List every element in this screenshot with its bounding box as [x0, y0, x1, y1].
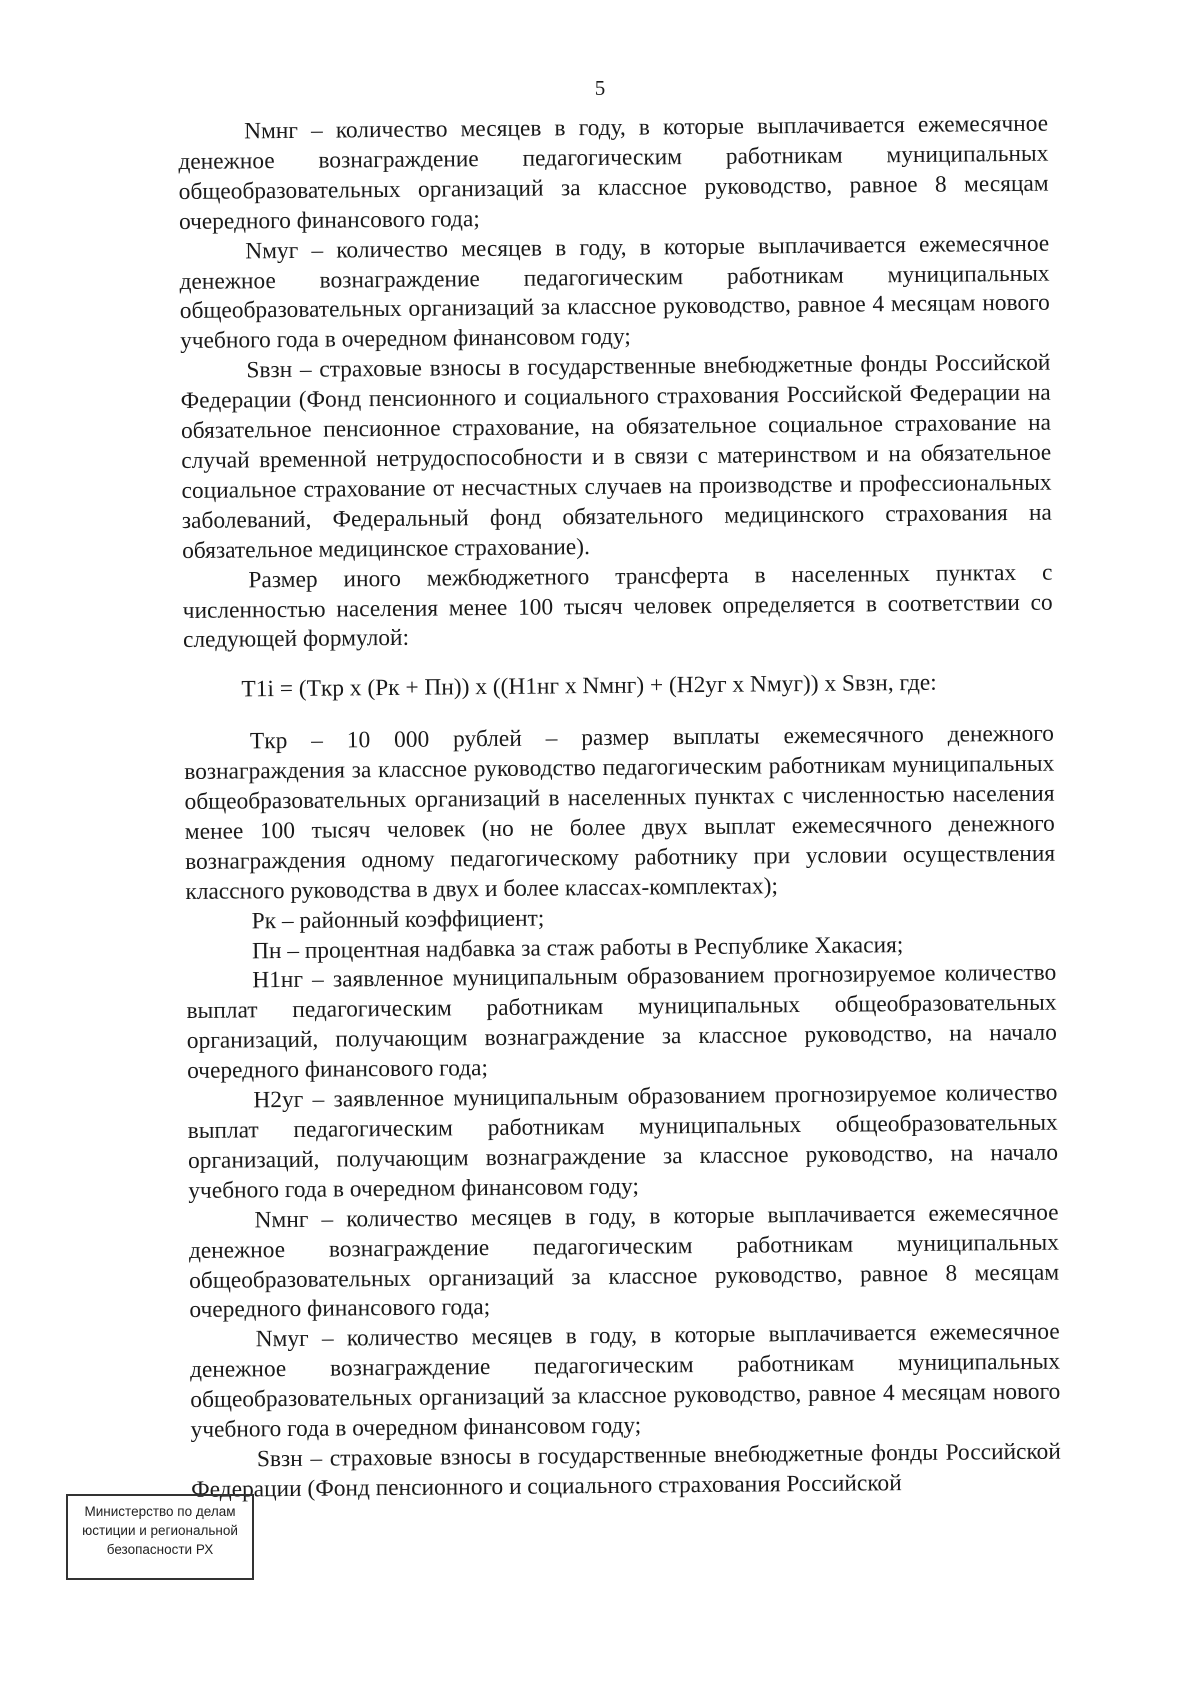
- ministry-stamp: [66, 1494, 254, 1580]
- paragraph-nmng: Nмнг – количество месяцев в году, в которые выплачивается ежемесячное денежное вознаграждение педагогическим работникам муниципальных общеобразовательных организаций за классное руководство, равное 8 месяцам очередного финансового года;: [178, 110, 1049, 235]
- paragraph-transfer-size: Размер иного межбюджетного трансферта в населенных пунктах с численностью населения менее 100 тысяч человек определяется в соответствии со следующей формулой:: [182, 559, 1053, 654]
- stamp-line-1: Министерство по делам: [84, 1504, 236, 1519]
- formula: T1i = (Tкр x (Pк + Пн)) x ((H1нг x Nмнг) + (H2уг x Nмуг)) x Sвзн, где:: [241, 670, 937, 703]
- definition-h1ng: H1нг – заявленное муниципальным образованием прогнозируемое количество выплат педагогическим работникам муниципальных общеобразовательных организаций, получающим вознаграждение за классное руководство, на начало очередного финансового года;: [186, 960, 1057, 1085]
- paragraph-nmug: Nмуг – количество месяцев в году, в которые выплачивается ежемесячное денежное вознаграждение педагогическим работникам муниципальных общеобразовательных организаций за классное руководство, равное 4 месяцам нового учебного года в очередном финансовом году;: [179, 230, 1050, 355]
- stamp-line-2: юстиции и региональной: [82, 1523, 238, 1538]
- document-body: [178, 110, 1061, 1506]
- stamp-line-3: безопасности РХ: [106, 1542, 214, 1557]
- page-number: 5: [594, 76, 606, 100]
- definition-svzn: Sвзн – страховые взносы в государственные внебюджетные фонды Российской Федерации (Фонд пенсионного и социального страхования Российской: [191, 1438, 1061, 1503]
- definition-nmug: Nмуг – количество месяцев в году, в которые выплачивается ежемесячное денежное вознаграждение педагогическим работникам муниципальных общеобразовательных организаций за классное руководство, равное 4 месяцам нового учебного года в очередном финансовом году;: [189, 1318, 1061, 1444]
- paragraph-svzn: Sвзн – страховые взносы в государственные внебюджетные фонды Российской Федерации (Фонд пенсионного и социального страхования Российской Федерации на обязательное пенсионное страхование, на обязательное социальное страхование на случай временной нетрудоспособности и в связи с материнством и на обязательное социальное страхование от несчастных случаев на производстве и профессиональных заболеваний, Федеральный фонд обязательного медицинского страхования на обязательное медицинское страхование).: [180, 349, 1052, 564]
- definition-rk: Pк – районный коэффициент;: [251, 905, 545, 934]
- definition-h2ug: H2уг – заявленное муниципальным образованием прогнозируемое количество выплат педагогическим работникам муниципальных общеобразовательных организаций, получающим вознаграждение за классное руководство, на начало учебного года в очередном финансовом году;: [187, 1079, 1059, 1204]
- definition-pn: Пн – процентная надбавка за стаж работы в Республике Хакасия;: [251, 931, 904, 964]
- definition-tkr: Tкр – 10 000 рублей – размер выплаты ежемесячного денежного вознаграждения за классное руководство педагогическим работникам муниципальных общеобразовательных организаций в населенных пунктах с численностью населения менее 100 тысяч человек (но не более двух выплат ежемесячного денежного вознаграждения одному педагогическому работнику при условии осуществления классного руководства в двух и более классах-комплектах);: [184, 720, 1056, 905]
- definition-nmng: Nмнг – количество месяцев в году, в которые выплачивается ежемесячное денежное вознаграждение педагогическим работникам муниципальных общеобразовательных организаций за классное руководство, равное 8 месяцам очередного финансового года;: [188, 1199, 1060, 1324]
